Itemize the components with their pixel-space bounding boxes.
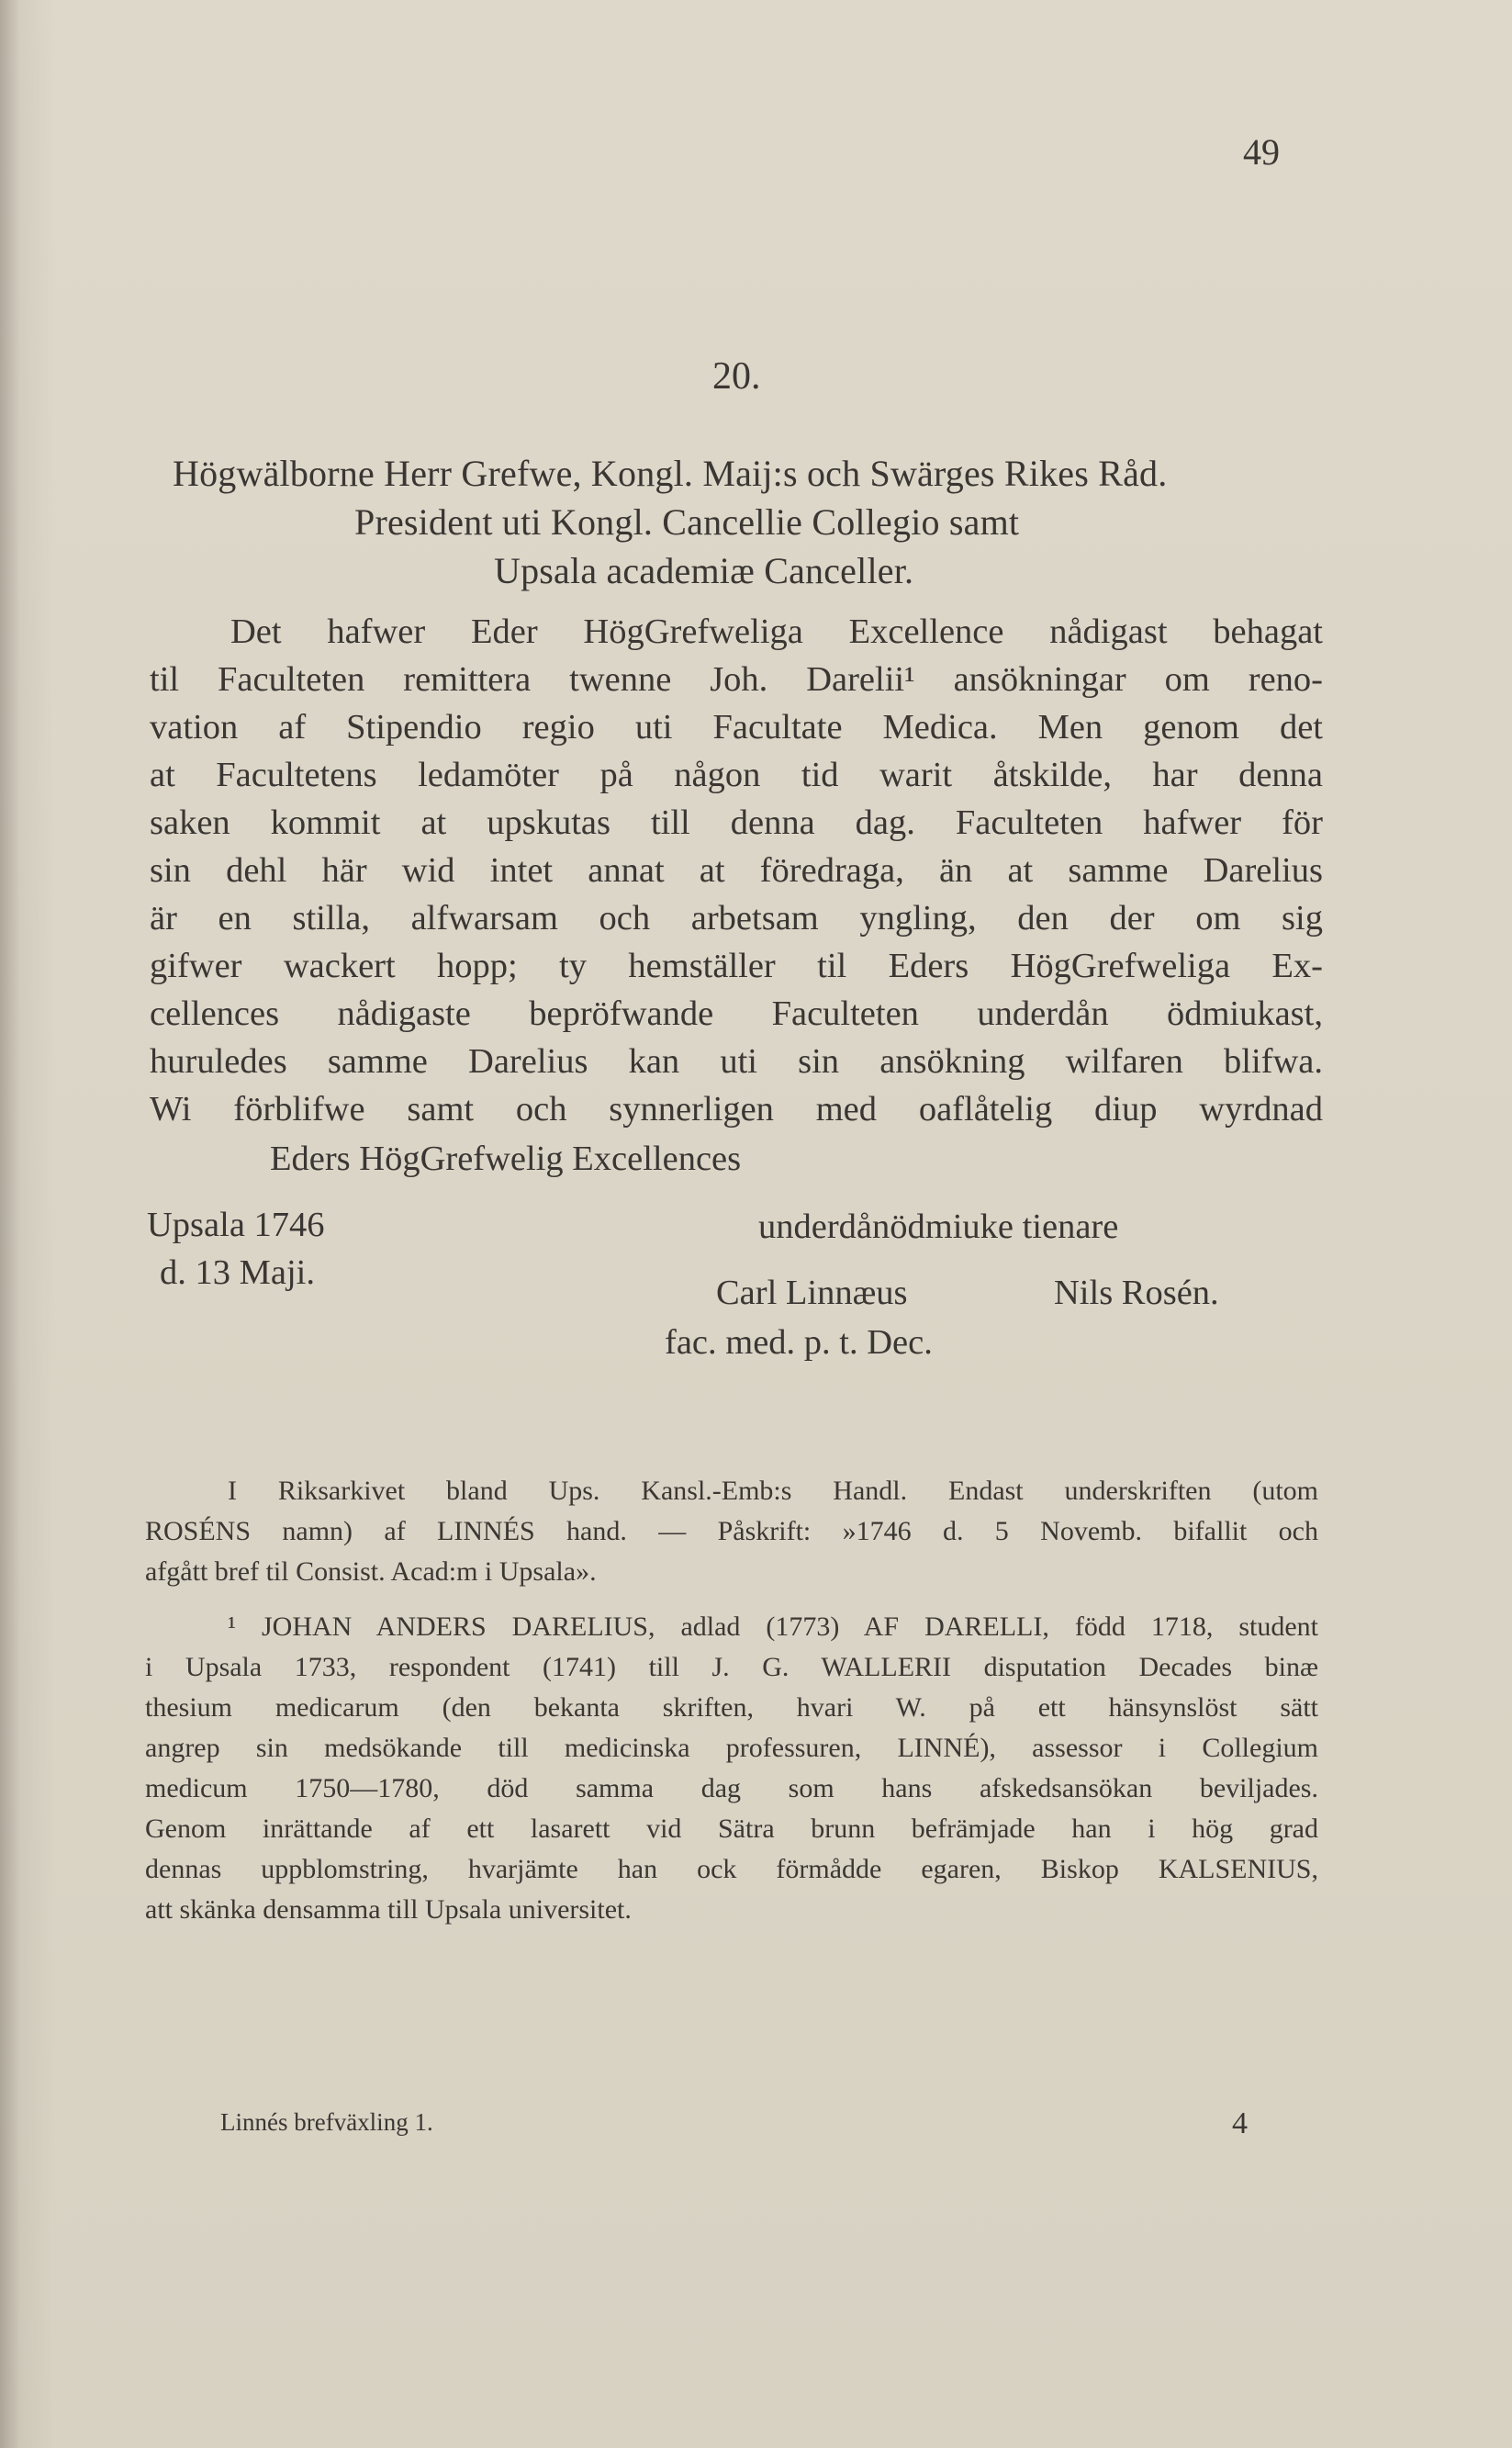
note-line: ¹ JOHAN ANDERS DARELIUS, adlad (1773) AF DARELLI, född 1718, student bbox=[228, 1611, 1318, 1642]
page-number: 49 bbox=[1243, 131, 1280, 173]
note-line: ROSÉNS namn) af LINNÉS hand. — Påskrift: »1746 d. 5 Novemb. bifallit och bbox=[145, 1516, 1318, 1546]
footer-signature-mark: Linnés brefväxling 1. bbox=[220, 2108, 433, 2136]
body-line: saken kommit at upskutas till denna dag. Faculteten hafwer för bbox=[150, 803, 1323, 842]
letter-body bbox=[150, 608, 1323, 1133]
address-line-3: Upsala academiæ Canceller. bbox=[494, 550, 914, 591]
body-line: gifwer wackert hopp; ty hemställer til Eders HögGrefweliga Ex- bbox=[150, 947, 1323, 985]
address-line-2: President uti Kongl. Cancellie Collegio samt bbox=[354, 501, 1020, 543]
footnote-darelius bbox=[145, 1607, 1318, 1930]
note-line: afgått bref til Consist. Acad:m i Upsala». bbox=[145, 1556, 597, 1587]
note-line: Genom inrättande af ett lasarett vid Sätra brunn befrämjade han i hög grad bbox=[145, 1814, 1318, 1844]
letter-number: 20. bbox=[712, 355, 761, 398]
body-line: Det hafwer Eder HögGrefweliga Excellence nådigast behagat bbox=[230, 612, 1323, 651]
servant-line: underdånödmiuke tienare bbox=[758, 1207, 1119, 1246]
note-line: medicum 1750—1780, död samma dag som hans afskedsansökan beviljades. bbox=[145, 1773, 1318, 1803]
note-line: att skänka densamma till Upsala universitet. bbox=[145, 1894, 632, 1925]
body-line: at Facultetens ledamöter på någon tid warit åtskilde, har denna bbox=[150, 756, 1323, 794]
source-note bbox=[145, 1471, 1318, 1592]
letter-date: d. 13 Maji. bbox=[160, 1253, 315, 1292]
closing-line: Eders HögGrefwelig Excellences bbox=[270, 1140, 742, 1178]
body-line: är en stilla, alfwarsam och arbetsam yngling, den der om sig bbox=[150, 899, 1323, 938]
address-line-1: Högwälborne Herr Grefwe, Kongl. Maij:s och Swärges Rikes Råd. bbox=[173, 453, 1168, 494]
note-line: I Riksarkivet bland Ups. Kansl.-Emb:s Handl. Endast underskriften (utom bbox=[228, 1476, 1318, 1506]
note-line: i Upsala 1733, respondent (1741) till J. G. WALLERII disputation Decades binæ bbox=[145, 1652, 1318, 1682]
body-line: til Faculteten remittera twenne Joh. Darelii¹ ansökningar om reno- bbox=[150, 660, 1323, 699]
signature-linnaeus: Carl Linnæus bbox=[716, 1274, 908, 1312]
note-line: dennas uppblomstring, hvarjämte han ock förmådde egaren, Biskop KALSENIUS, bbox=[145, 1854, 1318, 1884]
body-line: sin dehl här wid intet annat at föredraga, än at samme Darelius bbox=[150, 851, 1323, 890]
letter-place: Upsala 1746 bbox=[147, 1206, 325, 1244]
note-line: angrep sin medsökande till medicinska professuren, LINNÉ), assessor i Collegium bbox=[145, 1733, 1318, 1763]
footer-sheet-number: 4 bbox=[1232, 2106, 1248, 2140]
signature-title: fac. med. p. t. Dec. bbox=[665, 1323, 933, 1362]
note-line: thesium medicarum (den bekanta skriften, hvari W. på ett hänsynslöst sätt bbox=[145, 1692, 1318, 1723]
signature-rosen: Nils Rosén. bbox=[1054, 1274, 1219, 1312]
body-line: Wi förblifwe samt och synnerligen med oaflåtelig diup wyrdnad bbox=[150, 1090, 1323, 1129]
body-line: huruledes samme Darelius kan uti sin ansökning wilfaren blifwa. bbox=[150, 1042, 1323, 1081]
body-line: cellences nådigaste bepröfwande Faculteten underdån ödmiukast, bbox=[150, 994, 1323, 1033]
body-line: vation af Stipendio regio uti Facultate Medica. Men genom det bbox=[150, 708, 1323, 747]
